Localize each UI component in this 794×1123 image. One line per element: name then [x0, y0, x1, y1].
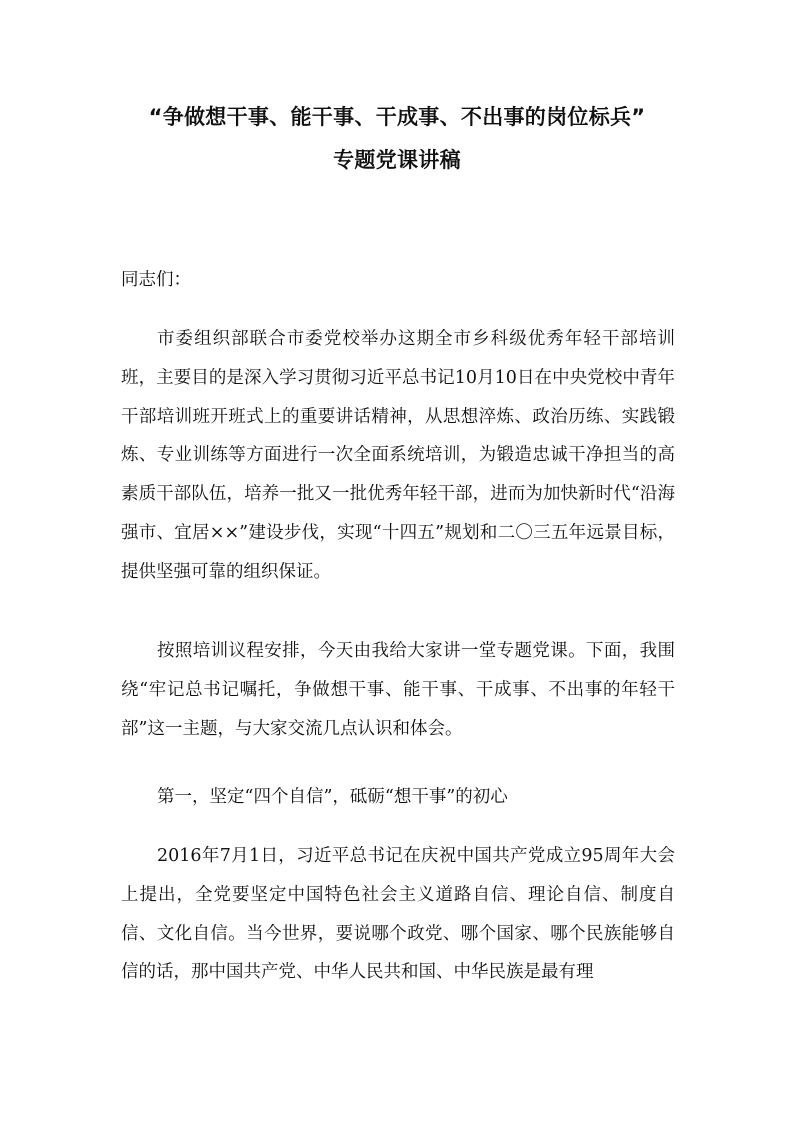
paragraph-body: 2016年7月1日，习近平总书记在庆祝中国共产党成立95周年大会上提出，全党要坚定中国特色社会主义道路自信、理论自信、制度自信、文化自信。当今世界，要说哪个政党、哪个国家、哪个民族能够自信的话，那中国共产党、中华人民共和国、中华民族是最有理 [121, 846, 675, 983]
paragraph-agenda: 按照培训议程安排，今天由我给大家讲一堂专题党课。下面，我围绕“牢记总书记嘱托，争做想干事、能干事、干成事、不出事的年轻干部”这一主题，与大家交流几点认识和体会。 [121, 641, 675, 739]
salutation: 同志们： [121, 270, 191, 290]
paragraph-intro: 市委组织部联合市委党校举办这期全市乡科级优秀年轻干部培训班，主要目的是深入学习贯彻习近平总书记10月10日在中央党校中青年干部培训班开班式上的重要讲话精神，从思想淬炼、政治历练、实践锻炼、专业训练等方面进行一次全面系统培训，为锻造忠诚干净担当的高素质干部队伍，培养一批又一批优秀年轻干部，进而为加快新时代“沿海强市、宜居××”建设步伐，实现“十四五”规划和二〇三五年远景目标，提供坚强可靠的组织保证。 [121, 329, 675, 582]
document-title-line-1: “争做想干事、能干事、干成事、不出事的岗位标兵” [148, 105, 646, 129]
document-title-line-2: 专题党课讲稿 [333, 148, 461, 172]
section-heading-first: 第一，坚定“四个自信”，砥砺“想干事”的初心 [157, 787, 508, 807]
